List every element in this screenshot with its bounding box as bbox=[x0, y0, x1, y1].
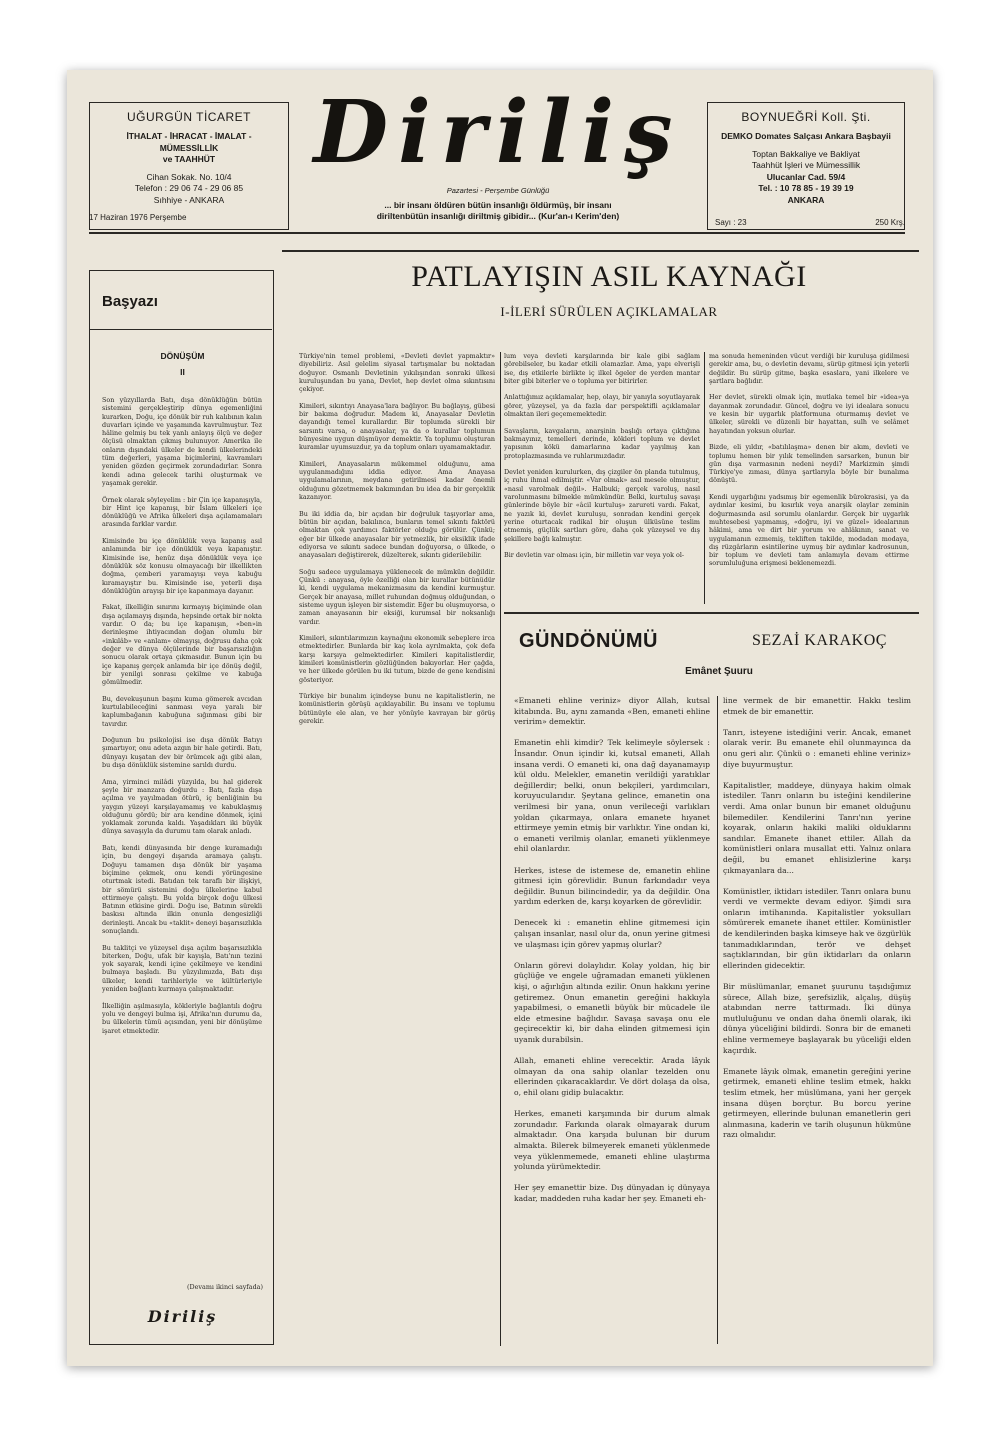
main-article-top-rule bbox=[282, 250, 919, 252]
ad-right-line1: DEMKO Domates Salçası Ankara Başbayii bbox=[721, 131, 891, 142]
editorial-rule bbox=[90, 329, 272, 330]
ad-right-city: ANKARA bbox=[787, 194, 825, 205]
article-column-1: Türkiye'nin temel problemi, «Devleti devlet yapmaktır» diyebiliriz. Asıl gelelim siyasal tartışmalar bu noktadan doğuyor. Osmanlı Devletinin yıkılışından sonraki ülkesi kuruluşundan bu yana, Devlet, hep devlet olma sıkıntısını çekiyor. Kimileri, sıkıntıyı Anayasa'lara bağlıyor. Bu bağlayış, gübesi bir bakıma doğrudur. Madem ki, Anayasalar Devletin dayandığı temel kurallardır. Bir toplumda sürekli bir sarsıntı varsa, o anayasalar, ya da o kurallar toplumun bünyesine uygun düşmüyor demektir. Ya toplumu oluşturan kuramlar uyumsuzdur, ya da toplum onları uyamamaktadır. Kimileri, Anayasaların mükemmel olduğunu, ama uygulanmadığını iddia ediyor. Ama Anayasa uygulamalarının, meydana getirilmesi kadar önemli olduğunu gözetmemek bakımından bu idea da bir gerçeklik kazanıyor. Bu iki iddia da, bir açıdan bir doğruluk taşıyorlar ama, bütün bir açıdan, bakılınca, bunların temel sıkıntı faktörü olmaktan çok yardımcı faktörler olduğu görülür. Çünkü; eğer bir ülkede anayasalar bir yetmezlik, bir eksiklik ifade ediyorsa ve sıkıntı sadece bundan doğuyorsa, o ülkede, o anayasaları değiştirerek, düzelterek, sıkıntı giderilebilir. Soğu sadece uygulamaya yüklenecek de mümkün değildir. Çünkü : anayasa, öyle özelliği olan bir kurallar bütünüdür ki, kendi uygulama mekanizmasını da kendini kurmuştur. Gerçek bir anayasa, millet ruhundan doğmuş olduğundan, o sisteme uygun işleyen bir sistemdir. Eğer bu oluşmuyorsa, o zaman anayasanın bir eksiği, kurumsal bir noksanlığı vardır. Kimileri, sıkıntılarımızın kaynağını ekonomik sebeplere irca etmektedirler. Bunlarda bir kaç kola ayrılmakta, çok defa karşı karşıya gelmektedirler. Kimileri kapitalistlerdir, kimileri komünistlerin gözlüğünden bakıyorlar. Her çağda, ve her ülkede görülen bu iki tutum, bizde de gene kendisini gösteriyor. Türkiye bir bunalım içindeyse bunu ne kapitalistlerin, ne komünistlerin görüşü açıklayabilir. Bu insanı ve toplumu bütünüyle ele alan, ve her yönüyle kavrayan bir görüş gerekir. bbox=[299, 352, 495, 726]
ad-left-line2: ve TAAHHÜT bbox=[162, 154, 216, 165]
motto-line-1: ... bir insanı öldüren bütün insanlığı öldürmüş, bir insanı bbox=[384, 200, 612, 210]
gundonumu-column-1: «Emaneti ehline veriniz» diyor Allah, kutsal kitabında. Bu, aynı zamanda «Ben, emaneti ehline veririm» demektir. Emanetin ehli kimdir? Tek kelimeyle söylersek : İnsandır. Onun içindir ki, kutsal emaneti, Allah insana verdi. O emaneti ki, ona dağ dayanamayıp kül oldu. Melekler, emanetin verildiği yaratıklar değillerdir; belki, onun bekçileri, yardımcıları, koruyucularıdır. Şeytana gelince, emanetin ona verilmesi bir yana, onun verileceği varlıkları yoldan çıkarmaya, onlara emanete hıyanet ettirmeye yemin etmiş bir varlıktır. Yine ondan ki, o emaneti verilmiş olanlar, emaneti yüklenmeye ehil olanlardır. Herkes, istese de istemese de, emanetin ehline gitmesi için görevlidir. Bunun farkındadır veya değildir. Bunun bilincindedir, ya da değildir. Ona yardım ederken de, karşı koyarken de görevlidir. Denecek ki : emanetin ehline gitmemesi için çalışan insanlar, nasıl olur da, onun yerine gitmesi ve ulaşması için görev yapmış olurlar? Onların görevi dolaylıdır. Kolay yoldan, hiç bir güçlüğe ve engele uğramadan emaneti yüklenen kişi, o ağırlığın altında ezilir. Onun hakkını yerine getiremez. Onun emanetin gereğini hakkıyla yapabilmesi, o emanetli büyük bir mücadele ile elde etmesine bağlıdır. Savaşa savaşa onu ele geçirecektir ki, bir daha elinden gitmemesi için uyanık durabilsin. Allah, emaneti ehline verecektir. Arada lâyık olmayan da ona sahip olanlar tezelden onu ellerinden çıkaracaklardır. Ve dört dolaşa da olsa, o, ehil olanı gidip bulacaktır. Herkes, emaneti karşımında bir durum almak zorundadır. Farkında olarak olmayarak durum almaktadır. Ona karşıda bulunan bir durum almakta. Bilerek bilmeyerek emaneti yüklenmede veya yüklenmemede, emaneti ehline ulaştırma yolunda yürümektedir. Her şey emanettir bize. Dış dünyadan iç dünyaya kadar, maddeden ruha kadar her şey. Emaneti eh- bbox=[514, 696, 710, 1203]
gundonumu-divider bbox=[717, 696, 718, 1344]
gundonumu-top-rule bbox=[504, 612, 919, 614]
editorial-heading: Başyazı bbox=[102, 293, 158, 310]
column-divider-1 bbox=[500, 352, 501, 1346]
publication-frequency: Pazartesi - Perşembe Günlüğü bbox=[446, 186, 550, 195]
column-title: GÜNDÖNÜMÜ bbox=[519, 630, 658, 652]
editorial-continued: (Devamı ikinci sayfada) bbox=[187, 1283, 263, 1291]
motto-line-2: diriltenbütün insanlığı diriltmiş gibidir... (Kur'an-ı Kerim'den) bbox=[376, 211, 620, 222]
ad-left-title: UĞURGÜN TİCARET bbox=[127, 110, 251, 124]
ad-right-address: Ulucanlar Cad. 59/4 bbox=[766, 171, 846, 182]
editorial-title: DÖNÜŞÜM bbox=[160, 351, 205, 361]
masthead-logo: Diriliş bbox=[313, 82, 683, 183]
editorial-footer-logo: Diriliş bbox=[147, 1307, 218, 1326]
ad-left-city: Sıhhiye - ANKARA bbox=[153, 194, 225, 205]
main-subheadline: I-İLERİ SÜRÜLEN AÇIKLAMALAR bbox=[500, 304, 718, 319]
gundonumu-column-2: line vermek de bir emanettir. Hakkı teslim etmek de bir emanettir. Tanrı, isteyene istediğini verir. Ancak, emanet olarak verir. Bu emanete ehil olunmayınca da onu geri alır. Çünkü o : emaneti ehline veriniz» diye buyurmuştur. Kapitalistler, maddeye, dünyaya hakim olmak istediler. Tanrı onların bu isteğini kendilerine verdi. Ama onlar bunun bir emanet olduğunu bilemediler. Kendilerini Tanrı'nın yerine koyarak, onların hakiki maliki olduklarını sandılar. Emanete ihanet ettiler. Allah da komünistleri onlara musallat etti. Yalnız onlara değil, bu emanet ehlisizlerine karşı çıkmayanlara da... Komünistler, iktidarı istediler. Tanrı onlara bunu verdi ve vermekte devam ediyor. Şimdi sıra onların imtihanında. Kapitalistler yoksulları sömürerek emanete ihanet ettiler. Komünistler de kendilerinden başka kimseye hak ve özgürlük tanımadıklarından, terör ve dehşet saçtıklarından, bir gün iktidarları da onların ellerinden gidecektir. Bir müslümanlar, emanet şuurunu taşıdığımız sürece, Allah bize, şerefsizlik, alçalış, düşüş atabından nerre tattırmadı. İki dünya mutluluğunu ve ondan daha önemli olarak, iki dünya yüceliğini bildirdi. Sonra bir de emaneti ehline vermemeye başlayarak bu yüceliği elden kaçırdık. Emanete lâyık olmak, emanetin gereğini yerine getirmek, emaneti ehline teslim etmek, hakkı teslim etmek, her müslümana, yani her gerçek insana düşen borçtur. Bu borcu yerine getirmeyen, ellerinde bulunan emanetlerin geri alınmasına, kaderin ve tarih oluşunun hükmüne razı olmalıdır. bbox=[723, 696, 911, 1140]
ad-right-phone: Tel. : 10 78 85 - 19 39 19 bbox=[758, 183, 854, 194]
ad-left-address: Cihan Sokak. No. 10/4 bbox=[146, 171, 232, 182]
column-subtitle: Emânet Şuuru bbox=[685, 666, 753, 677]
ad-left-phone: Telefon : 29 06 74 - 29 06 85 bbox=[134, 183, 244, 194]
editorial-body: Son yüzyıllarda Batı, dışa dönüklüğün bütün sistemini gerçekleştirip dünya egemenliğini kurarken, Doğu, içe dönük bir ruh kalıbının kalın duvarları içinde ve yaşamında kavrulmuştur. Tez hâline gelmiş bu tek yanlı anlayış ölçü ve değer ölçüsü olmaktan çıkmış bulunuyor. Amerika ile onların dışındaki ülkeler de kendi ülkelerindeki tüm değerleri, yaşama biçimlerini, kavramları yeniden gözden geçirmek zorundadırlar. Sonra kendi adına gelecek tarihi oluşturmak ve yaşamak gerekir. Örnek olarak söyleyelim : bir Çin içe kapanışıyla, bir Hint içe kapanışı, bir İslam ülkeleri içe dönüklüğü ve Afrika ülkeleri dışa açılamamaları arasında farklar vardır. Kimisinde bu içe dönüklük veya kapanış asıl anlamında bir içe dönüklük veya kapanıştır. Kimisinde ise, henüz dışa dönüklük veya içe dönüklük söz konusu olmayacağı bir ilkellikten doğma, çemberi yaramayışı veya kabuğu kıramayıştır bu. Kimisinde ise, yeterli dışa dönüklüğün arayışı bir içe kapanmaya dayanır. Fakat, ilkelliğin sınırını kırmayış biçiminde olan dışa açılamayış dışında, hepsinde ortak bir nokta vardır. O da; bu içe kapanışın, «ben»in derinleşme ihtiyacından doğan olumlu bir «inkılâb» ve «anlam» olmayışı, doğrusu daha çok değer ve dünya ölçülerinde bir başarısızlığın sonucu olarak ortaya çıkmasıdır. Bunun için bu içe kapanış gerçek anlamda bir içe dönüş değil, bir yenilgi sonrası çekilme ve kabuğa gömülmedir. Bu, devekuşunun başını kuma gömerek avcıdan kurtulabileceğini sanması veya yaralı bir kaplumbağanın kabuğuna sığınması gibi bir tavırdır. Doğunun bu psikolojisi ise dışa dönük Batıyı şımartıyor, onu adeta azgın bir hale getirdi. Batı, dünyayı kuşatan dev bir örümcek ağı gibi alan, bu dışa dönüklük sistemine sarıldı durdu. Ama, yirminci milâdi yüzyılda, bu hal giderek şeyle bir manzara doğurdu : Batı, fazla dışa açılma ve yayılmadan ötürü, iç benliğinin bu yaygın yüzeyi karşılayamamış ve kabuklaşmış olduğunu gördü; bir ara kendine dönmek, içini yoklamak zorunda kaldı. Yaşadıkları iki büyük dünya savaşıyla da durumu tam olarak anladı. Batı, kendi dünyasında bir denge kuramadığı için, bu dengeyi dışarıda aramaya çalıştı. Doğuyu tamamen dışa dönük bir yaşama biçimine çekmek, onu kendi yörüngesine oturtmak istedi. Batıdan tek taraflı bir ilişkiyi, bir sömürü sistemini doğu ülkelerine kabul ettirmeye çalıştı. Bu yolda birçok doğu ülkesi Batının etkisine girdi. Doğu ise, Batının sürekli baskısı altında ilkin onunla dengesizliği derinleşti. Ancak bu «taklit» deneyi başarısızlıkla sonuçlandı. Bu taklitçi ve yüzeysel dışa açılım başarısızlıkla biterken, Doğu, ufak bir kayışla, Batı'nın tezini yok sayarak, kendi içine çekilmeye ve kendini bulmaya başladı. Bu yüzyılımızda, Batı dışı ülkeler, kendi tarihleriyle ve kültürleriyle yeniden bağlantı kurmaya çalışmaktadır. İlkelliğin aşılmasıyla, kökleriyle bağlantılı doğru yolu ve dengeyi bulma işi, Afrika'nın durumu da, bu ülkelerin tümü açısından, yeni bir dönüşüme işaret etmektedir. bbox=[102, 396, 262, 1035]
issue-date: 17 Haziran 1976 Perşembe bbox=[89, 213, 187, 222]
ad-left-line1: İTHALAT - İHRACAT - İMALAT - MÜMESSİLLİK bbox=[126, 131, 252, 153]
advertisement-right bbox=[707, 102, 905, 230]
newspaper-page bbox=[67, 70, 933, 1366]
editorial-box bbox=[89, 270, 274, 1345]
ad-right-title: BOYNUEĞRİ Koll. Şti. bbox=[741, 110, 871, 124]
main-headline: PATLAYIŞIN ASIL KAYNAĞI bbox=[411, 260, 807, 293]
column-divider-2 bbox=[704, 352, 705, 604]
masthead-motto bbox=[305, 200, 691, 223]
article-column-2: lum veya devleti karşılarında bir kale gibi sağlam görebilseler, bu kadar etkili olamazlar. Ama, yapı elverişli ise, dış etkilerle birlikte iç ilkel ögeler de yerden mantar biter gibi biterler ve o topluma yer bitirirler. Anlattığımız açıklamalar, hep, olayı, bir yanıyla soyutlayarak görer, yüzeysel, ya da fazla dar perspektifli açıklamalar olmaktan ileri geçememektedir. Savaşların, kavgaların, anarşinin başlığı ortaya çıktığına bakmayınız, temelleri derinde, kökleri toplum ve devlet yapısının kökü damarlarına kadar yayılmış kan protoplazmasında ve ruhlarımızdadır. Devlet yeniden kurulurken, dış çizgiler ön planda tutulmuş, iç ruhu ihmal edilmiştir. «Var olmak» asıl mesele olmuştur, «nasıl varolmak değil». Halbuki; gerçek varoluş, nasıl varolunmasını bilmekle mümkündür. Belki, kurtuluş savaşı günlerinde böyle bir «âcil kurtuluş» zarureti vardı. Fakat, ne yazık ki, devlet kuruluşu, sonradan kendini gerçek yerine oturtacak radikal bir oluşun ülküsüne teslim etmemiş, güçlük sartları göre, daha çok yüzeysel ve dış şekillere bağlı kalmıştır. Bir devletin var olması için, bir milletin var veya yok ol- bbox=[504, 352, 700, 560]
issue-info bbox=[715, 218, 905, 227]
advertisement-left bbox=[89, 102, 289, 230]
article-column-3: ma sonuda hemeninden vücut verdiği bir kuruluşa gidilmesi gerekir ama, bu, o devletin devamı, sürüp gitmesi için yeterli değildir. Bu sürüp gitme, başka esaslara, yani ilkelere ve şartlara bağlıdır. Her devlet, sürekli olmak için, mutlaka temel bir «idea»ya dayanmak zorundadır. Güncel, doğru ve iyi idealara sonucu ve kesin bir uygarlık platformuna oturmamış devlet ve ülkeler, sürekli ve düzenli bir hayattan, sulh ve selâmet hayatından yoksun olurlar. Bizde, eli yıldır, «batılılaşma» denen bir akım, devleti ve toplumu hemen bir yılık temelinden sarsarken, bunun bir gün dışa varmasının nedeni neydi? Markizmin şimdi Türkiye'ye zıması, dünya şartlarıyla böyle bir bunalıma dönüştü. Kendi uygarlığını yadsımış bir egemenlik bürokrasisi, ya da aydınlar kesimi, bu kısırlık veya anarşik olaylar zeminin doğurmasında asıl sorumlu olanlardır. Gerçek bir uygarlık muhtesebesi yapmamış, «doğru, iyi ve güzel» idealarının hâkimi, ama ve dirt bir yorum ve ahlâkının, sanat ve uygulamanın ezmemiş, tekliften takilde, modadan modaya, dış rüzgârların esintilerine uymuş bir aydınlar kadrosunun, bir toplum ve devleti tam anlamıyla devam ettirme sorumluluğuna erişmesi beklenemezdi. bbox=[709, 352, 909, 568]
editorial-part-number: II bbox=[180, 367, 185, 377]
ad-right-line3: Taahhüt İşleri ve Mümessillik bbox=[751, 160, 861, 171]
issue-price: 250 Krş. bbox=[875, 218, 905, 227]
masthead-rule bbox=[89, 232, 905, 234]
column-author: SEZAİ KARAKOÇ bbox=[752, 632, 887, 649]
issue-number: Sayı : 23 bbox=[715, 218, 747, 227]
ad-right-line2: Toptan Bakkaliye ve Bakliyat bbox=[752, 148, 860, 159]
